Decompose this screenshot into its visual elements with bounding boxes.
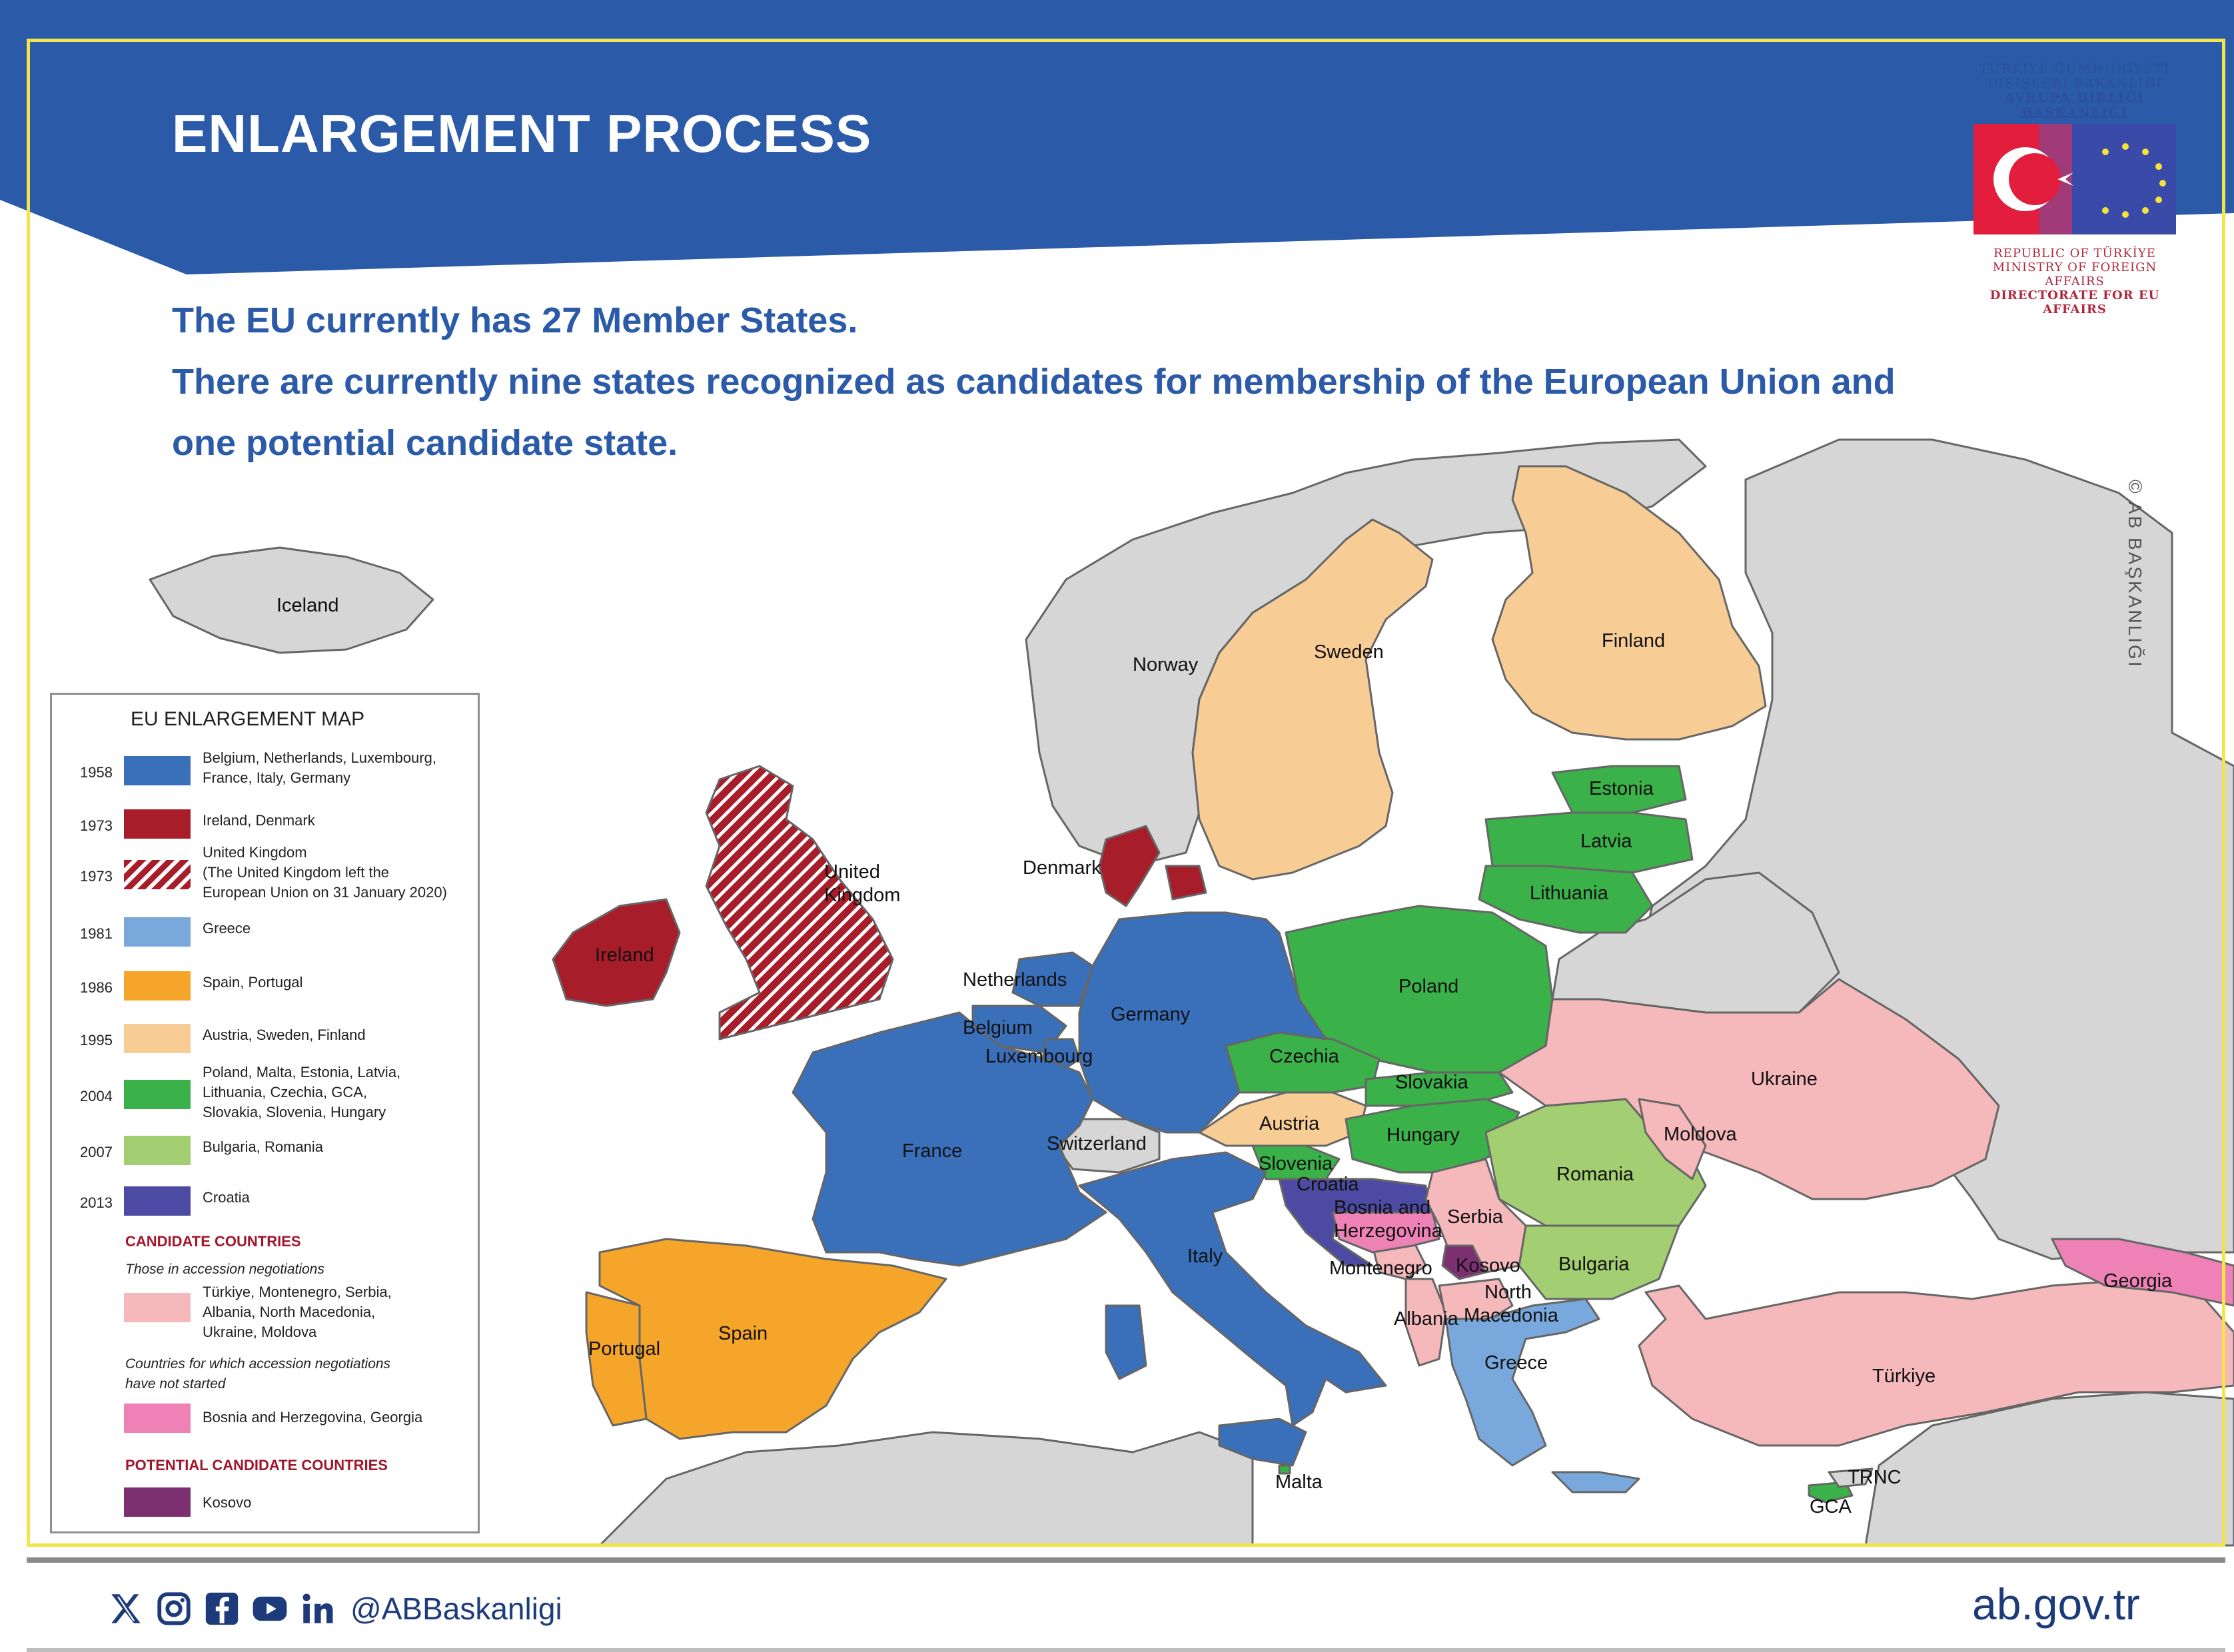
legend-text: Bulgaria, Romania	[203, 1138, 323, 1155]
legend-text: Greece	[203, 920, 251, 937]
label-north-macedonia-2: Macedonia	[1464, 1305, 1558, 1326]
label-ireland: Ireland	[595, 945, 654, 966]
label-austria: Austria	[1259, 1113, 1320, 1134]
label-netherlands: Netherlands	[963, 969, 1067, 991]
label-ukraine: Ukraine	[1751, 1068, 1818, 1090]
legend-text: Belgium, Netherlands, Luxembourg, France, Italy, Germany	[203, 749, 436, 786]
ministry-logo	[1971, 61, 2179, 316]
social-links	[107, 1585, 562, 1632]
logo-tr-line-1: TÜRKİYE CUMHURİYETİ	[1979, 61, 2171, 76]
legend-text: Bosnia and Herzegovina, Georgia	[203, 1409, 423, 1426]
label-gca: GCA	[1810, 1496, 1852, 1517]
label-united-kingdom-2: Kingdom	[824, 885, 901, 906]
label-kosovo: Kosovo	[1456, 1255, 1520, 1276]
legend-text: Ireland, Denmark	[203, 812, 315, 829]
logo-tr-line-2: DIŞİŞLERİ BAKANLIĞI	[1987, 76, 2163, 91]
youtube-icon[interactable]	[251, 1589, 289, 1628]
label-finland: Finland	[1602, 630, 1666, 651]
label-slovakia: Slovakia	[1395, 1072, 1468, 1093]
legend-swatch-1958	[124, 756, 191, 785]
legend-text: United Kingdom (The United Kingdom left the European Union on 31 January 2020)	[203, 844, 447, 901]
intro-line-2: There are currently nine states recognized as candidates for membership of the European Union and	[172, 362, 1896, 402]
label-germany: Germany	[1111, 1004, 1191, 1025]
label-latvia: Latvia	[1580, 831, 1632, 852]
legend-swatch-1995	[124, 1024, 191, 1053]
legend-text: Austria, Sweden, Finland	[203, 1027, 366, 1043]
facebook-icon[interactable]	[203, 1589, 241, 1628]
legend-year: 1986	[80, 979, 113, 996]
label-lithuania: Lithuania	[1530, 883, 1608, 904]
intro-line-3: one potential candidate state.	[172, 423, 678, 463]
website-link[interactable]: ab.gov.tr	[1972, 1579, 2140, 1629]
legend-swatch-2007	[124, 1136, 191, 1165]
legend-year: 1981	[80, 925, 113, 942]
legend-accession-subheading: Those in accession negotiations	[125, 1262, 324, 1277]
intro-line-1: The EU currently has 27 Member States.	[172, 300, 858, 340]
label-belgium: Belgium	[963, 1017, 1033, 1038]
copyright-notice: © AB BAŞKANLIĞI	[2125, 480, 2145, 669]
footer-bottom-line	[27, 1648, 2225, 1652]
logo-en-line-3: DIRECTORATE FOR EU AFFAIRS	[1989, 288, 2160, 316]
legend-year: 2013	[80, 1194, 113, 1211]
label-portugal: Portugal	[588, 1338, 661, 1360]
map-legend	[50, 693, 480, 1533]
legend-title: EU ENLARGEMENT MAP	[131, 708, 365, 730]
label-luxembourg: Luxembourg	[985, 1046, 1093, 1067]
label-serbia: Serbia	[1447, 1206, 1503, 1228]
country-italy-sardinia	[1106, 1306, 1146, 1379]
legend-year: 1973	[80, 868, 113, 885]
legend-year: 1958	[80, 764, 113, 781]
label-iceland: Iceland	[277, 595, 339, 616]
label-denmark: Denmark	[1023, 857, 1101, 879]
legend-year: 1973	[80, 817, 113, 834]
legend-swatch-2013	[124, 1186, 191, 1216]
label-united-kingdom-1: United	[824, 861, 880, 883]
legend-text: Kosovo	[203, 1494, 252, 1511]
country-denmark	[1099, 826, 1159, 906]
label-switzerland: Switzerland	[1047, 1133, 1147, 1154]
label-montenegro: Montenegro	[1329, 1258, 1432, 1279]
label-malta: Malta	[1275, 1471, 1323, 1493]
label-albania: Albania	[1394, 1308, 1458, 1330]
land-north-africa	[600, 1432, 1253, 1545]
legend-text: Croatia	[203, 1189, 250, 1206]
label-france: France	[902, 1140, 963, 1162]
label-hungary: Hungary	[1387, 1124, 1460, 1146]
label-poland: Poland	[1398, 976, 1459, 997]
country-denmark-isles	[1166, 866, 1206, 899]
logo-en-line-1: REPUBLIC OF TÜRKİYE	[1993, 246, 2156, 260]
label-croatia: Croatia	[1297, 1174, 1359, 1195]
legend-swatch-potential	[124, 1487, 191, 1517]
legend-text: Spain, Portugal	[203, 974, 303, 991]
instagram-icon[interactable]	[155, 1589, 193, 1628]
page-title: ENLARGEMENT PROCESS	[172, 104, 872, 163]
legend-swatch-not-started	[124, 1404, 191, 1433]
legend-swatch-1986	[124, 971, 191, 1001]
logo-en-line-2: MINISTRY OF FOREIGN AFFAIRS	[1992, 260, 2157, 288]
label-estonia: Estonia	[1589, 778, 1654, 799]
label-romania: Romania	[1556, 1164, 1634, 1185]
label-greece: Greece	[1484, 1352, 1548, 1374]
social-handle[interactable]: @ABBaskanligi	[350, 1591, 562, 1626]
legend-swatch-1973	[124, 809, 191, 839]
label-norway: Norway	[1133, 654, 1199, 675]
legend-candidate-heading: CANDIDATE COUNTRIES	[125, 1233, 301, 1250]
label-moldova: Moldova	[1664, 1124, 1737, 1145]
legend-year: 2007	[80, 1144, 113, 1160]
legend-text: Türkiye, Montenegro, Serbia, Albania, North Macedonia, Ukraine, Moldova	[203, 1284, 392, 1340]
label-sweden: Sweden	[1314, 641, 1384, 663]
legend-swatch-uk	[124, 860, 191, 889]
legend-swatch-2004	[124, 1080, 191, 1109]
label-italy: Italy	[1187, 1246, 1223, 1267]
country-greece-crete	[1552, 1472, 1639, 1492]
footer-divider	[27, 1557, 2225, 1563]
country-finland	[1492, 466, 1766, 739]
label-czechia: Czechia	[1269, 1046, 1339, 1067]
label-bosnia-2: Herzegovina	[1334, 1220, 1442, 1242]
label-turkiye: Türkiye	[1872, 1366, 1936, 1387]
x-icon[interactable]	[107, 1589, 145, 1628]
logo-tr-line-3: AVRUPA BİRLİĞİ BAŞKANLIĞI	[2004, 91, 2145, 120]
label-bulgaria: Bulgaria	[1558, 1254, 1630, 1275]
legend-swatch-1981	[124, 917, 191, 947]
legend-swatch-candidate	[124, 1293, 191, 1322]
legend-year: 1995	[80, 1032, 113, 1048]
legend-year: 2004	[80, 1088, 113, 1104]
label-slovenia: Slovenia	[1259, 1153, 1333, 1174]
legend-text: Poland, Malta, Estonia, Latvia, Lithuania, Czechia, GCA, Slovakia, Slovenia, Hungary	[203, 1064, 401, 1120]
label-north-macedonia-1: North	[1484, 1282, 1532, 1303]
label-trnc: TRNC	[1848, 1467, 1902, 1488]
label-spain: Spain	[718, 1323, 768, 1344]
legend-not-started-note: Countries for which accession negotiations have not started	[125, 1356, 391, 1392]
label-georgia: Georgia	[2103, 1270, 2173, 1292]
legend-potential-heading: POTENTIAL CANDIDATE COUNTRIES	[125, 1457, 388, 1473]
linkedin-icon[interactable]	[298, 1589, 337, 1628]
label-bosnia-1: Bosnia and	[1334, 1197, 1431, 1218]
